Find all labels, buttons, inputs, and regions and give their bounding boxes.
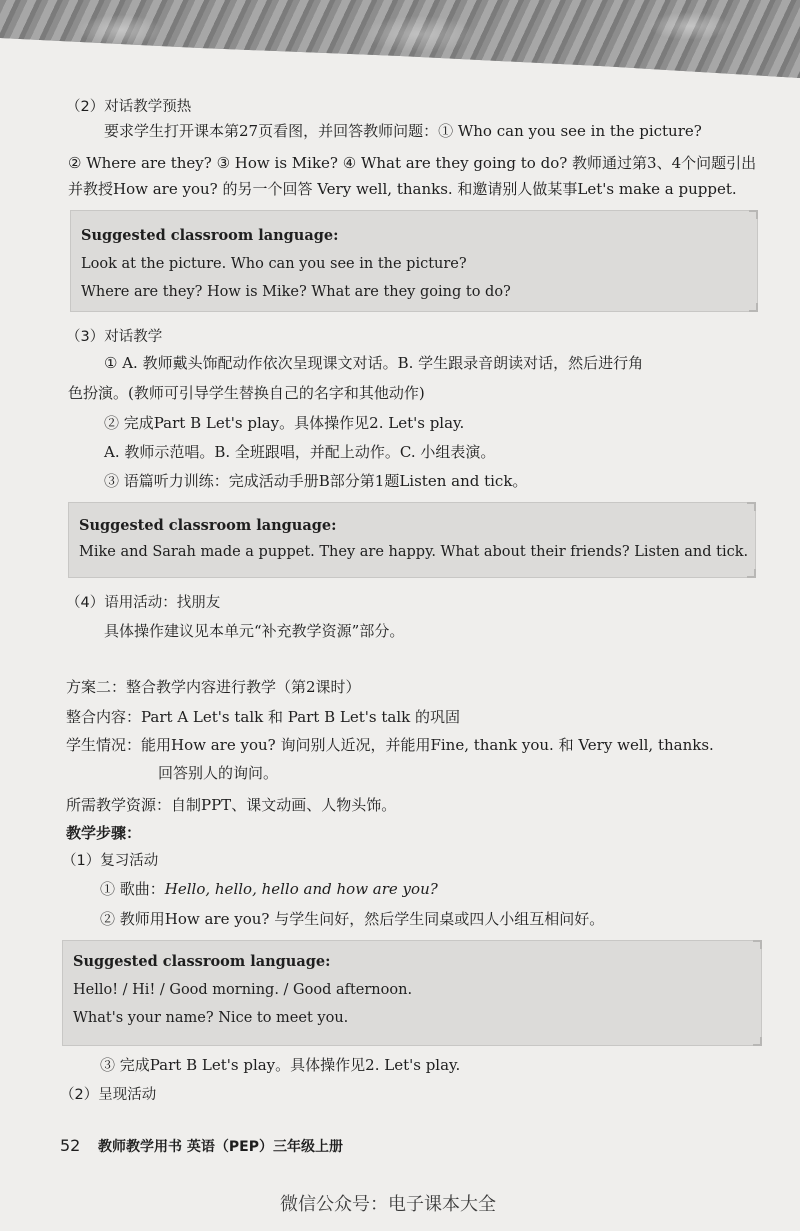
box-title: Suggested classroom language: xyxy=(81,227,339,244)
box-corner xyxy=(749,303,758,312)
teaching-resources: 所需教学资源：自制PPT、课文动画、人物头饰。 xyxy=(66,796,397,814)
suggested-language-box xyxy=(70,210,758,312)
box-line: Look at the picture. Who can you see in the picture? xyxy=(81,256,467,272)
box-title: Suggested classroom language: xyxy=(79,517,337,534)
box-corner xyxy=(749,210,758,219)
book-title: 教师教学用书 英语（PEP）三年级上册 xyxy=(98,1139,343,1155)
box-corner xyxy=(753,1037,762,1046)
plan-title: 方案二：整合教学内容进行教学（第2课时） xyxy=(66,678,361,696)
section-heading-4: （4）语用活动：找朋友 xyxy=(66,595,221,611)
suggested-language-box xyxy=(62,940,762,1046)
paragraph-line: 并教授How are you? 的另一个回答 Very well, thanks. 和邀请别人做某事Let's make a puppet. xyxy=(68,180,737,198)
page-number: 52 xyxy=(60,1136,81,1155)
student-situation-cont: 回答别人的询问。 xyxy=(158,764,279,782)
paragraph-line: 要求学生打开课本第27页看图，并回答教师问题：① Who can you see in the picture? xyxy=(104,122,702,140)
box-corner xyxy=(747,569,756,578)
teaching-steps-heading: 教学步骤： xyxy=(66,824,142,842)
box-line: Mike and Sarah made a puppet. They are happy. What about their friends? Listen and tick. xyxy=(79,544,749,560)
integration-content: 整合内容：Part A Let's talk 和 Part B Let's talk 的巩固 xyxy=(66,708,460,726)
section-heading-3: （3）对话教学 xyxy=(66,329,163,345)
box-corner xyxy=(753,940,762,949)
paragraph-line: 具体操作建议见本单元“补充教学资源”部分。 xyxy=(104,622,405,640)
paragraph-line: 色扮演。(教师可引导学生替换自己的名字和其他动作) xyxy=(68,384,425,402)
watermark-text: 微信公众号：电子课本大全 xyxy=(280,1194,496,1215)
paragraph-line: ② 完成Part B Let's play。具体操作见2. Let's play. xyxy=(104,414,465,432)
paragraph-line: ② Where are they? ③ How is Mike? ④ What are they going to do? 教师通过第3、4个问题引出 xyxy=(68,154,757,172)
presentation-heading: （2）呈现活动 xyxy=(60,1087,157,1103)
song-label: ① 歌曲： xyxy=(100,880,165,898)
review-heading: （1）复习活动 xyxy=(62,853,159,869)
box-title: Suggested classroom language: xyxy=(73,953,331,970)
song-title: Hello, hello, hello and how are you? xyxy=(164,880,438,898)
box-corner xyxy=(747,502,756,511)
song-line xyxy=(100,878,438,900)
paragraph-line: ① A. 教师戴头饰配动作依次呈现课文对话。B. 学生跟录音朗读对话，然后进行角 xyxy=(104,354,644,372)
suggested-language-box xyxy=(68,502,756,578)
box-line: What's your name? Nice to meet you. xyxy=(73,1010,349,1026)
paragraph-line: ③ 完成Part B Let's play。具体操作见2. Let's play. xyxy=(100,1056,461,1074)
paragraph-line: ② 教师用How are you? 与学生问好，然后学生同桌或四人小组互相问好。 xyxy=(100,910,605,928)
box-line: Hello! / Hi! / Good morning. / Good afternoon. xyxy=(73,982,413,998)
paragraph-line: ③ 语篇听力训练：完成活动手册B部分第1题Listen and tick。 xyxy=(104,472,528,490)
box-line: Where are they? How is Mike? What are they going to do? xyxy=(81,284,511,300)
student-situation: 学生情况：能用How are you? 询问别人近况，并能用Fine, thank you. 和 Very well, thanks. xyxy=(66,736,714,754)
section-heading-2: （2）对话教学预热 xyxy=(66,99,192,115)
paragraph-line: A. 教师示范唱。B. 全班跟唱，并配上动作。C. 小组表演。 xyxy=(104,443,496,461)
